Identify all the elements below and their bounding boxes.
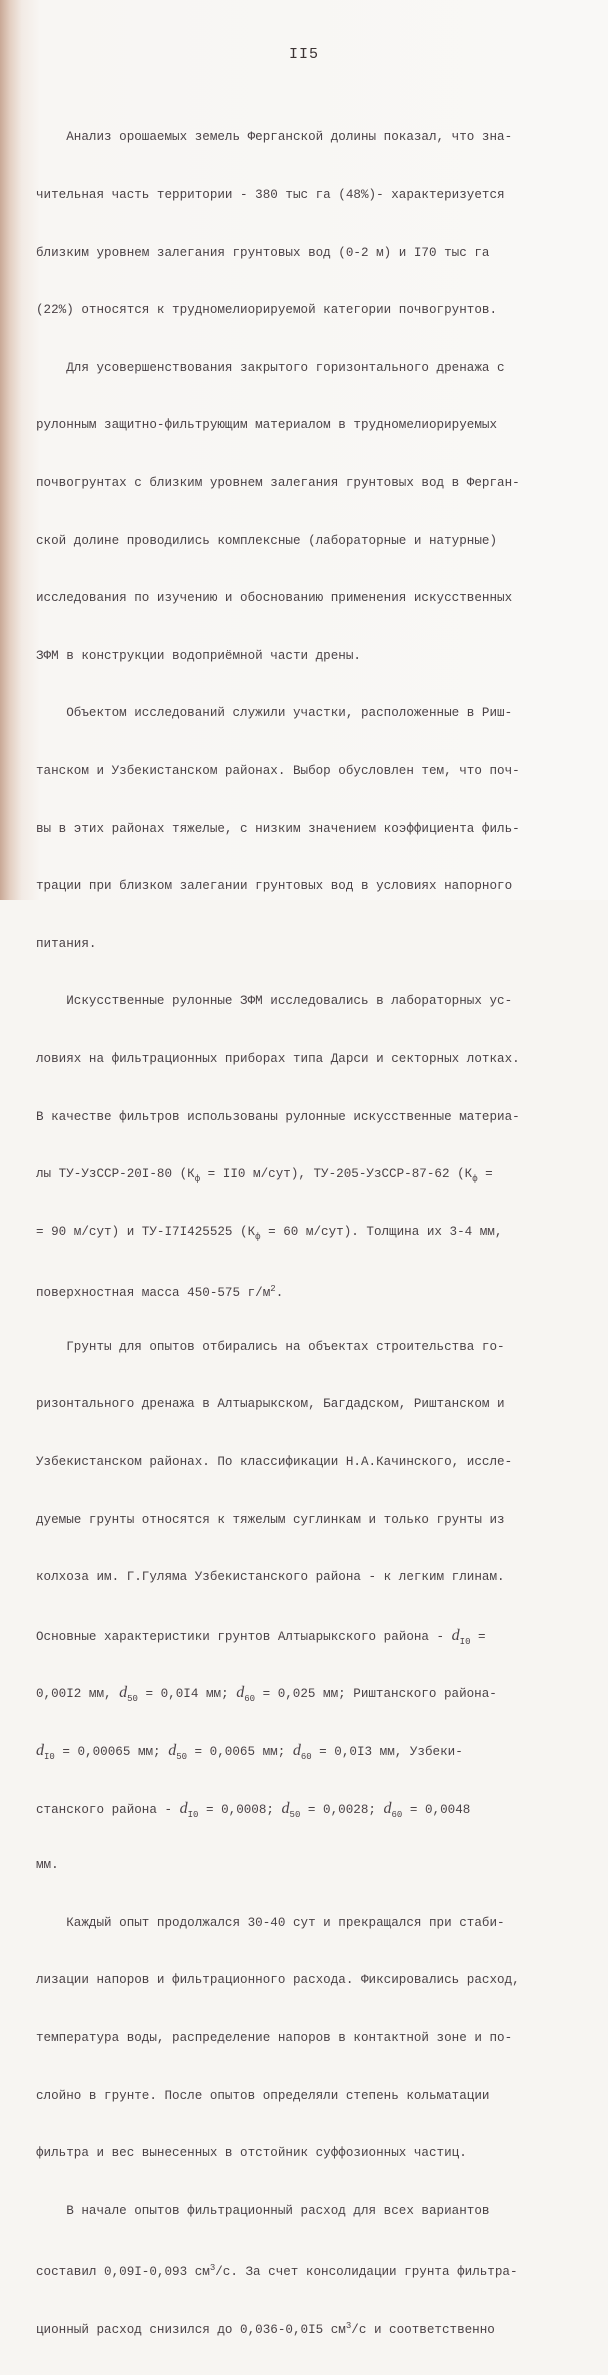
text-line-formula: лы ТУ-УзССР-20I-80 ($К_ф = II0$ м/сут), ТУ-205-УзССР-87-62 ($К_ф$ =	[36, 1167, 493, 1185]
text-line: Каждый опыт продолжался 30-40 сут и прекращался при стаби-	[36, 1915, 505, 1930]
text-line-formula: составил 0,09I-0,093 $см^3/с$. За счет консолидации грунта фильтра-	[36, 2263, 518, 2280]
text-line: В начале опытов фильтрационный расход для всех вариантов	[36, 2203, 490, 2218]
text-line: фильтра и вес вынесенных в отстойник суффозионных частиц.	[36, 2146, 467, 2161]
text-line: питания.	[36, 936, 97, 951]
text-line-formula: ционный расход снизился до 0,036-0,0I5 $см^3/с$ и соответственно	[36, 2320, 495, 2337]
text-line: почвогрунтах с близким уровнем залегания грунтовых вод в Ферган-	[36, 475, 520, 490]
text-line: чительная часть территории - 380 тыс га (48%)- характеризуется	[36, 188, 505, 202]
text-line-formula: поверхностная масса 450-575 $г/м^2$.	[36, 1284, 284, 1301]
text-line-formula: $d_{I0} = 0,00065$ мм; $d_{50} = 0,0065$ мм; $d_{60} = 0,0I3$ мм, Узбеки-	[36, 1742, 463, 1763]
text-line: лизации напоров и фильтрационного расхода. Фиксировались расход,	[36, 1973, 520, 1988]
text-line: Объектом исследований служили участки, расположенные в Риш-	[36, 706, 513, 721]
text-line: танском и Узбекистанском районах. Выбор обусловлен тем, что поч-	[36, 763, 520, 778]
text-line: Искусственные рулонные ЗФМ исследовались в лабораторных ус-	[36, 994, 513, 1009]
text-line: ской долине проводились комплексные (лабораторные и натурные)	[36, 533, 498, 548]
text-line: Грунты для опытов отбирались на объектах строительства го-	[36, 1339, 505, 1354]
text-line-formula: Основные характеристики грунтов Алтыарыкского района - $d_{I0}$ =	[36, 1626, 486, 1647]
body-text	[36, 90, 596, 2375]
text-line: температура воды, распределение напоров в контактной зоне и по-	[36, 2031, 513, 2045]
text-line: рулонным защитно-фильтрующим материалом в трудномелиорируемых	[36, 418, 498, 433]
text-line: ЗФМ в конструкции водоприёмной части дрены.	[36, 648, 361, 663]
text-line: слойно в грунте. После опытов определяли степень кольматации	[36, 2088, 490, 2103]
text-line-formula: 0,00I2 мм, $d_{50} = 0,0I4$ мм; $d_{60} = 0,025$ мм; Риштанского района-	[36, 1684, 497, 1705]
text-line: мм.	[36, 1858, 59, 1873]
text-line: Для усовершенствования закрытого горизонтального дренажа с	[36, 360, 505, 375]
text-line: Узбекистанском районах. По классификации Н.А.Качинского, иссле-	[36, 1455, 513, 1470]
text-line: вы в этих районах тяжелые, с низким значением коэффициента филь-	[36, 821, 520, 836]
text-line: близким уровнем залегания грунтовых вод (0-2 м) и I70 тыс га	[36, 245, 490, 260]
text-line: ризонтального дренажа в Алтыарыкском, Багдадском, Риштанском и	[36, 1397, 505, 1412]
text-line: (22%) относятся к трудномелиорируемой категории почвогрунтов.	[36, 303, 498, 318]
text-line: исследования по изучению и обоснованию применения искусственных	[36, 591, 513, 606]
text-line: ловиях на фильтрационных приборах типа Дарси и секторных лотках.	[36, 1051, 520, 1066]
text-line: В качестве фильтров использованы рулонные искусственные материа-	[36, 1109, 520, 1124]
text-line: дуемые грунты относятся к тяжелым суглинкам и только грунты из	[36, 1512, 505, 1527]
text-line: колхоза им. Г.Гуляма Узбекистанского района - к легким глинам.	[36, 1570, 505, 1585]
text-line: трации при близком залегании грунтовых вод в условиях напорного	[36, 879, 513, 894]
text-line: Анализ орошаемых земель Ферганской долины показал, что зна-	[36, 130, 513, 145]
page-number: II5	[288, 46, 319, 63]
text-line-formula: = 90 м/сут) и ТУ-I7I425525 ($К_ф = 60$ м/сут). Толщина их 3-4 мм,	[36, 1224, 503, 1242]
text-line-formula: станского района - $d_{I0} = 0,0008$; $d_{50} = 0,0028$; $d_{60} = 0,0048$	[36, 1799, 471, 1820]
